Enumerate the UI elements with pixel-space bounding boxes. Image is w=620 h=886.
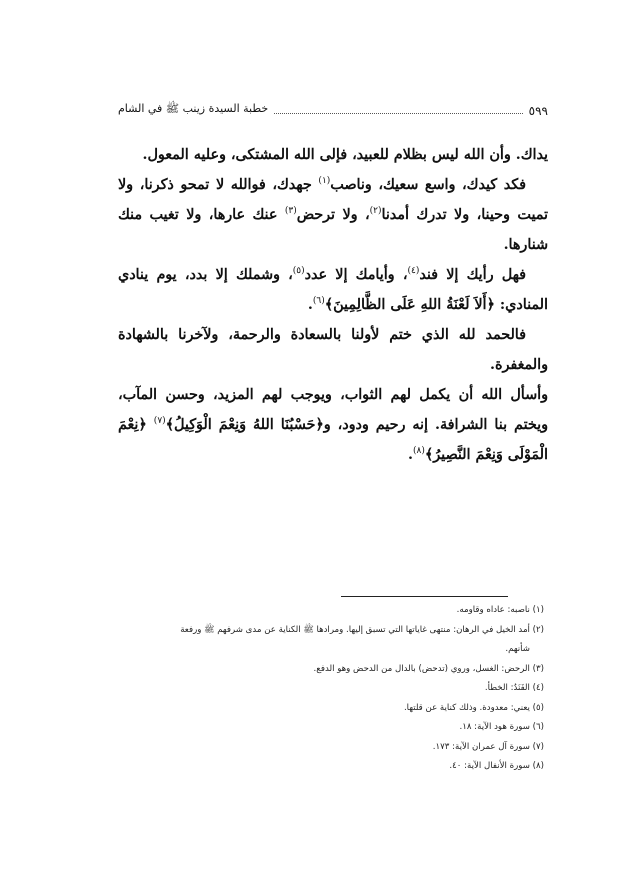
running-header: [118, 96, 548, 118]
quran-verse: ﴿أَلاَ لَعْنَةُ اللهِ عَلَى الظَّالِمِينَ﴾: [324, 297, 495, 313]
dotted-leader: [274, 113, 522, 114]
page-number: ٥٩٩: [528, 104, 548, 118]
footnote-ref: (٧): [153, 416, 166, 427]
footnote-separator: [341, 596, 508, 597]
footnote-3: [124, 660, 544, 680]
text-run: .: [307, 297, 313, 313]
paragraph-5: [118, 380, 548, 470]
footnote-text: (٣) الرحض: الغسل، وروي (تدحض) بالدال من الدحض وهو الدفع.: [313, 663, 544, 674]
paragraph-2: [118, 170, 548, 260]
text-run: ، وأيامك إلا عدد: [304, 267, 408, 283]
text-run: وأسأل الله أن يكمل لهم الثواب، ويوجب لهم المزيد، وحسن المآب، ويختم بنا الشرافة. إنه رحيم ودود، و: [118, 387, 548, 433]
footnote-text: (٥) يعني: معدودة. وذلك كناية عن قلتها.: [403, 702, 544, 713]
footnotes: [124, 601, 544, 777]
paragraph-4: فالحمد لله الذي ختم لأولنا بالسعادة والرحمة، ولآخرنا بالشهادة والمغفرة.: [118, 327, 548, 373]
footnote-ref: (٨): [413, 446, 425, 457]
footnote-text: (٧) سورة آل عمران الآية: ١٧٣.: [432, 741, 544, 752]
footnote-2: [124, 621, 544, 660]
text-run: ، ولا ترحض: [296, 207, 370, 223]
text-run: .: [408, 447, 413, 463]
footnote-ref: (٢): [369, 206, 382, 217]
footnote-text: (٤) الفَنَدُ: الخطأ.: [484, 683, 544, 693]
footnote-continuation: شأنهم.: [505, 644, 530, 654]
running-title: خطبة السيدة زينب ﷺ في الشام: [118, 102, 269, 115]
footnote-5: [124, 699, 544, 719]
main-text: [118, 140, 548, 470]
quran-verse: ﴿نِعْمَ الْمَوْلَى وَنِعْمَ النَّصِيرُ﴾: [118, 417, 548, 463]
text-run: [147, 417, 154, 433]
quran-verse: ﴿حَسْبُنَا اللهُ وَنِعْمَ الْوَكِيلُ﴾: [165, 417, 324, 433]
footnote-text: (٨) سورة الأنفال الآية: ٤٠.: [449, 761, 544, 771]
footnote-text: (٦) سورة هود الآية: ١٨.: [459, 722, 544, 732]
footnote-1: [124, 601, 544, 621]
footnote-text: (١) ناصبه: عاداه وقاومه.: [456, 605, 544, 615]
footnote-ref: (٦): [312, 296, 325, 307]
footnote-ref: (٣): [284, 206, 297, 217]
text-run: ، وشملك إلا بدد، يوم ينادي المنادي:: [118, 267, 548, 313]
footnote-6: [124, 718, 544, 738]
text-run: جهدك، فوالله لا تمحو ذكرنا، ولا تميت وحينا، ولا تدرك أمدنا: [118, 177, 548, 223]
footnote-8: [124, 757, 544, 777]
paragraph-1: يداك. وأن الله ليس بظلام للعبيد، فإلى الله المشتكى، وعليه المعول.: [142, 147, 548, 163]
footnote-7: [124, 738, 544, 758]
paragraph-3: [118, 260, 548, 320]
footnote-4: [124, 679, 544, 699]
text-run: فكد كيدك، واسع سعيك، وناصب: [330, 177, 526, 193]
footnote-ref: (١): [318, 176, 331, 187]
footnote-ref: (٤): [407, 266, 420, 277]
footnote-ref: (٥): [292, 266, 305, 277]
text-run: فهل رأيك إلا فند: [419, 267, 526, 283]
footnote-text: (٢) أمد الخيل في الرهان: منتهى غاياتها التي تسبق إليها. ومرادها ﷺ الكناية عن مدى شرفهم ﷺ ورفعة: [180, 624, 544, 635]
text-run: عنك عارها، ولا تغيب منك شنارها.: [118, 207, 548, 253]
